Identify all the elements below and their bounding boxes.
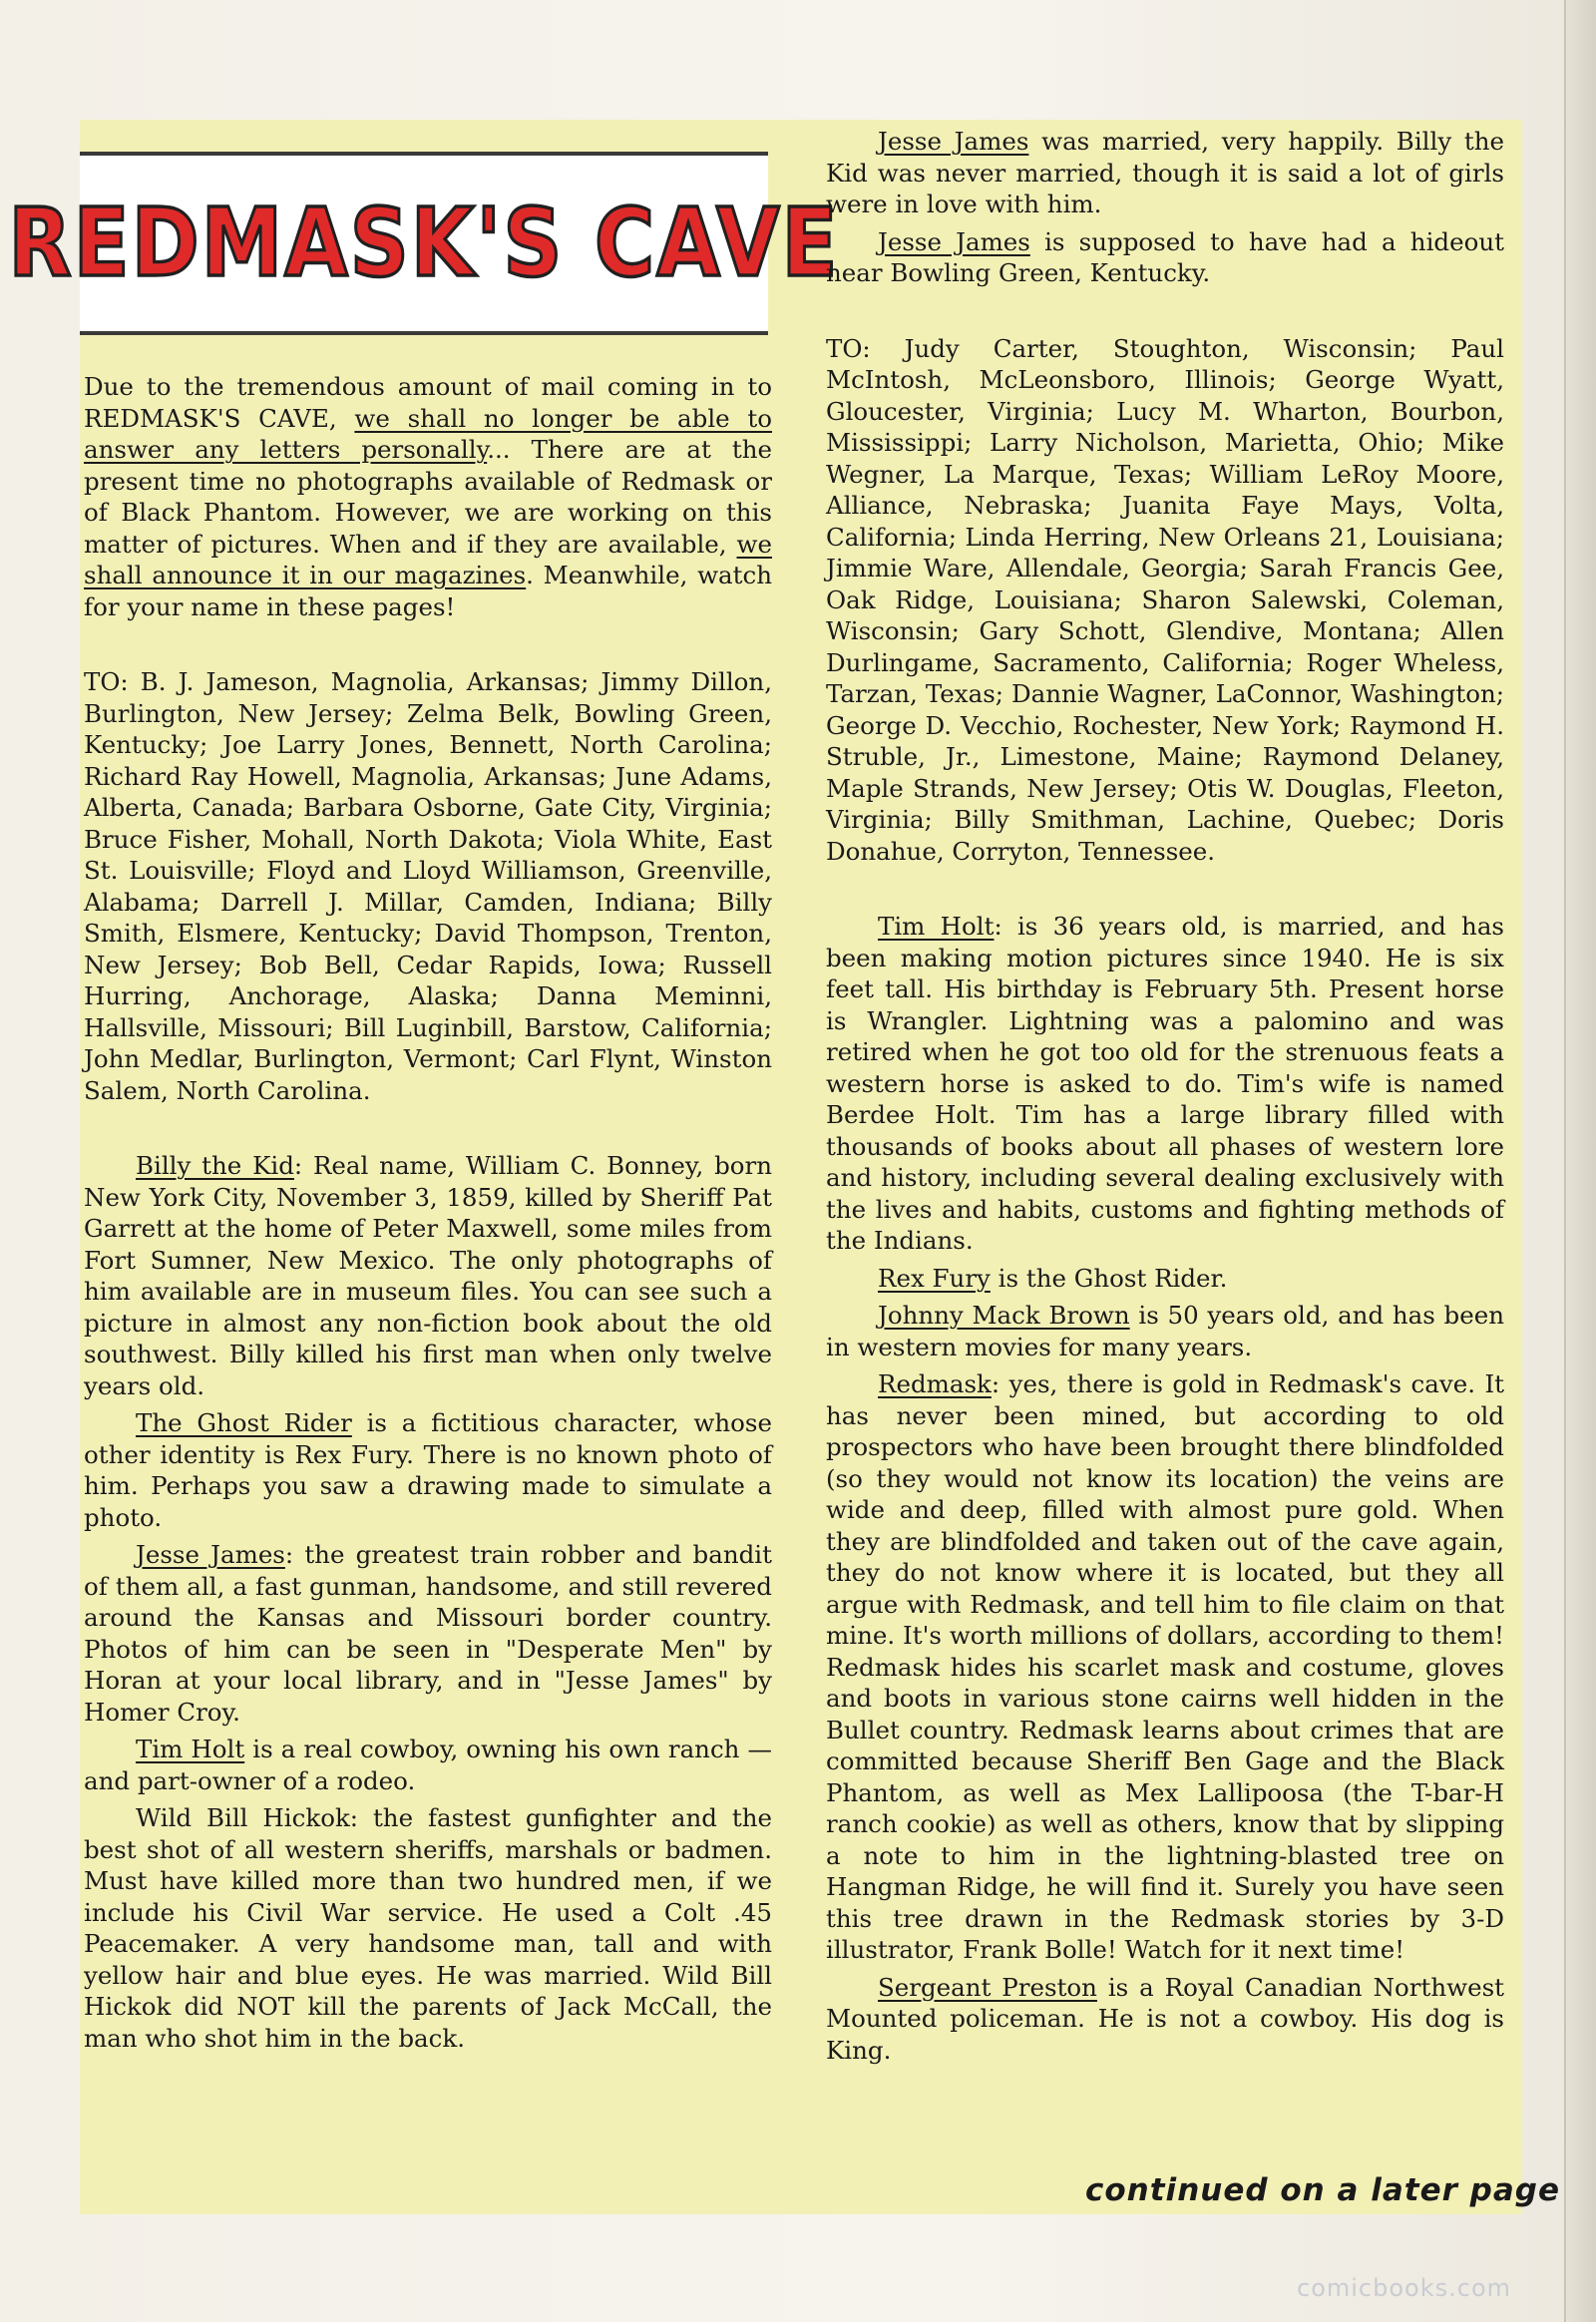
answer-johnny-mack-brown [826,1300,1504,1362]
intro-text-3: . Meanwhile, watch for your name in these pages! [84,561,772,621]
page-spine-edge [1564,0,1596,2322]
answer-text: : Real name, William C. Bonney, born New York City, November 3, 1859, killed by Sheriff Pat Garrett at the home of Peter Maxwell, some miles from Fort Sumner, New Mexico. The only photographs of him available are in museum files. You can see such a picture in almost any non-fiction book about the old southwest. Billy killed his first man when only twelve years old. [84,1151,773,1400]
page-title: REDMASK'S CAVE [8,189,840,298]
answer-jesse-james-hideout [826,226,1504,289]
answer-subject: Tim Holt [878,912,995,941]
watermark: comicbooks.com [1297,2274,1512,2302]
answer-subject: Jesse James [878,226,1030,256]
answer-wild-bill-hickok [84,1802,772,2054]
answer-billy-the-kid [84,1150,772,1401]
answer-jesse-james-married [826,126,1504,220]
intro-paragraph [84,371,772,622]
answer-text: is 50 years old, and has been in western movies for many years. [826,1301,1504,1361]
answer-jesse-james [84,1539,772,1728]
title-banner [8,152,840,335]
intro-underlined-2: we shall announce it in our magazines [84,529,772,589]
left-column-text [84,371,772,2060]
intro-text-1: Due to the tremendous amount of mail coming in to REDMASK'S CAVE, [84,372,772,433]
answer-text: was married, very happily. Billy the Kid was never married, though it is said a lot of girls were in love with him. [826,127,1504,218]
answer-text: : is 36 years old, is married, and has been making motion pictures since 1940. He is six feet tall. His birthday is February 5th. Present horse is Wrangler. Lightning was a palomino and was retired when he got too old for the strenuous feats a western horse is asked to do. Tim's wife is named Berdee Holt. Tim has a large library filled with thousands of books about all phases of western lore and history, including several dealing exclusively with the lives and habits, customs and fighting methods of the Indians. [826,912,1504,1255]
answer-redmask [826,1368,1504,1966]
reader-list-right: TO: Judy Carter, Stoughton, Wisconsin; Paul McIntosh, McLeonsboro, Illinois; George Wyatt, Gloucester, Virginia; Lucy M. Wharton, Bourbon, Mississippi; Larry Nicholson, Marietta, Ohio; Mike Wegner, La Marque, Texas; William LeRoy Moore, Alliance, Nebraska; Juanita Faye Mays, Volta, California; Linda Herring, New Orleans 21, Louisiana; Jimmie Ware, Allendale, Georgia; Sarah Francis Gee, Oak Ridge, Louisiana; Sharon Salewski, Coleman, Wisconsin; Gary Schott, Glendive, Montana; Allen Durlingame, Sacramento, California; Roger Wheless, Tarzan, Texas; Dannie Wagner, LaConnor, Washington; George D. Vecchio, Rochester, New York; Raymond H. Struble, Jr., Limestone, Maine; Raymond Delaney, Maple Strands, New Jersey; Otis W. Douglas, Fleeton, Virginia; Billy Smithman, Lachine, Quebec; Doris Donahue, Corryton, Tennessee. [826,333,1504,866]
answer-subject: The Ghost Rider [136,1408,352,1437]
answer-subject: Rex Fury [878,1263,991,1293]
answer-ghost-rider [84,1407,772,1533]
answer-subject: Jesse James [878,127,1029,156]
intro-text-2: ... There are at the present time no photographs available of Redmask or of Black Phantom. However, we are working on this matter of pictures. When and if they are available, [84,435,772,559]
answer-text: is a Royal Canadian Northwest Mounted policeman. He is not a cowboy. His dog is King. [826,1972,1504,2065]
answer-text: is a real cowboy, owning his own ranch — and part-owner of a rodeo. [84,1735,772,1795]
continued-note: continued on a later page [1085,2172,1560,2208]
answer-subject: Wild Bill Hickok [136,1803,350,1832]
answer-subject: Jesse James [136,1540,285,1569]
answer-subject: Redmask [878,1369,992,1398]
answer-text: : the greatest train robber and bandit of them all, a fast gunman, handsome, and still revered around the Kansas and Missouri border country. Photos of him can be seen in "Desperate Men" by Horan at your local library, and in "Jesse James" by Homer Croy. [84,1540,772,1727]
answer-subject: Tim Holt [136,1735,245,1763]
answer-text: : the fastest gunfighter and the best shot of all western sheriffs, marshals or badmen. Must have killed more than two hundred men, if we include his Civil War service. He used a Colt .45 Peacemaker. A very handsome man, tall and with yellow hair and blue eyes. He was married. Wild Bill Hickok did NOT kill the parents of Jack McCall, the man who shot him in the back. [84,1803,772,2053]
answer-rex-fury [826,1263,1504,1295]
answer-subject: Billy the Kid [136,1151,294,1180]
right-column-text [826,126,1504,2072]
answer-text: is supposed to have had a hideout near Bowling Green, Kentucky. [826,226,1504,287]
answer-text: : yes, there is gold in Redmask's cave. It has never been mined, but according to old prospectors who have been brought there blindfolded (so they would not know its location) the veins are wide and deep, filled with almost pure gold. When they are blindfolded and taken out of the cave again, they do not know where it is located, but they all argue with Redmask, and tell him to file claim on that mine. It's worth millions of dollars, according to them! Redmask hides his scarlet mask and costume, gloves and boots in various stone cairns well hidden in the Bullet country. Redmask learns about crimes that are committed because Sheriff Ben Gage and the Black Phantom, as well as Mex Lallipoosa (the T-bar-H ranch cookie) as well as others, know that by slipping a note to him in the lightning-blasted tree on Hangman Ridge, he will find it. Surely you have seen this tree drawn in the Redmask stories by 3-D illustrator, Frank Bolle! Watch for it next time! [826,1369,1504,1964]
answer-text: is the Ghost Rider. [990,1263,1228,1293]
answer-text: is a fictitious character, whose other identity is Rex Fury. There is no known photo of him. Perhaps you saw a drawing made to simulate a photo. [84,1408,773,1532]
answer-subject: Sergeant Preston [878,1972,1097,2002]
answer-tim-holt [84,1734,772,1796]
intro-underlined-1: we shall no longer be able to answer any letters personally [84,403,772,464]
answer-subject: Johnny Mack Brown [878,1301,1130,1330]
reader-list-left: TO: B. J. Jameson, Magnolia, Arkansas; Jimmy Dillon, Burlington, New Jersey; Zelma Belk, Bowling Green, Kentucky; Joe Larry Jones, Bennett, North Carolina; Richard Ray Howell, Magnolia, Arkansas; June Adams, Alberta, Canada; Barbara Osborne, Gate City, Virginia; Bruce Fisher, Mohall, North Dakota; Viola White, East St. Louisville; Floyd and Lloyd Williamson, Greenville, Alabama; Darrell J. Millar, Camden, Indiana; Billy Smith, Elsmere, Kentucky; David Thompson, Trenton, New Jersey; Bob Bell, Cedar Rapids, Iowa; Russell Hurring, Anchorage, Alaska; Danna Meminni, Hallsville, Missouri; Bill Luginbill, Barstow, California; John Medlar, Burlington, Vermont; Carl Flynt, Winston Salem, North Carolina. [84,667,772,1105]
answer-tim-holt-bio [826,911,1504,1257]
answer-sergeant-preston [826,1972,1504,2067]
